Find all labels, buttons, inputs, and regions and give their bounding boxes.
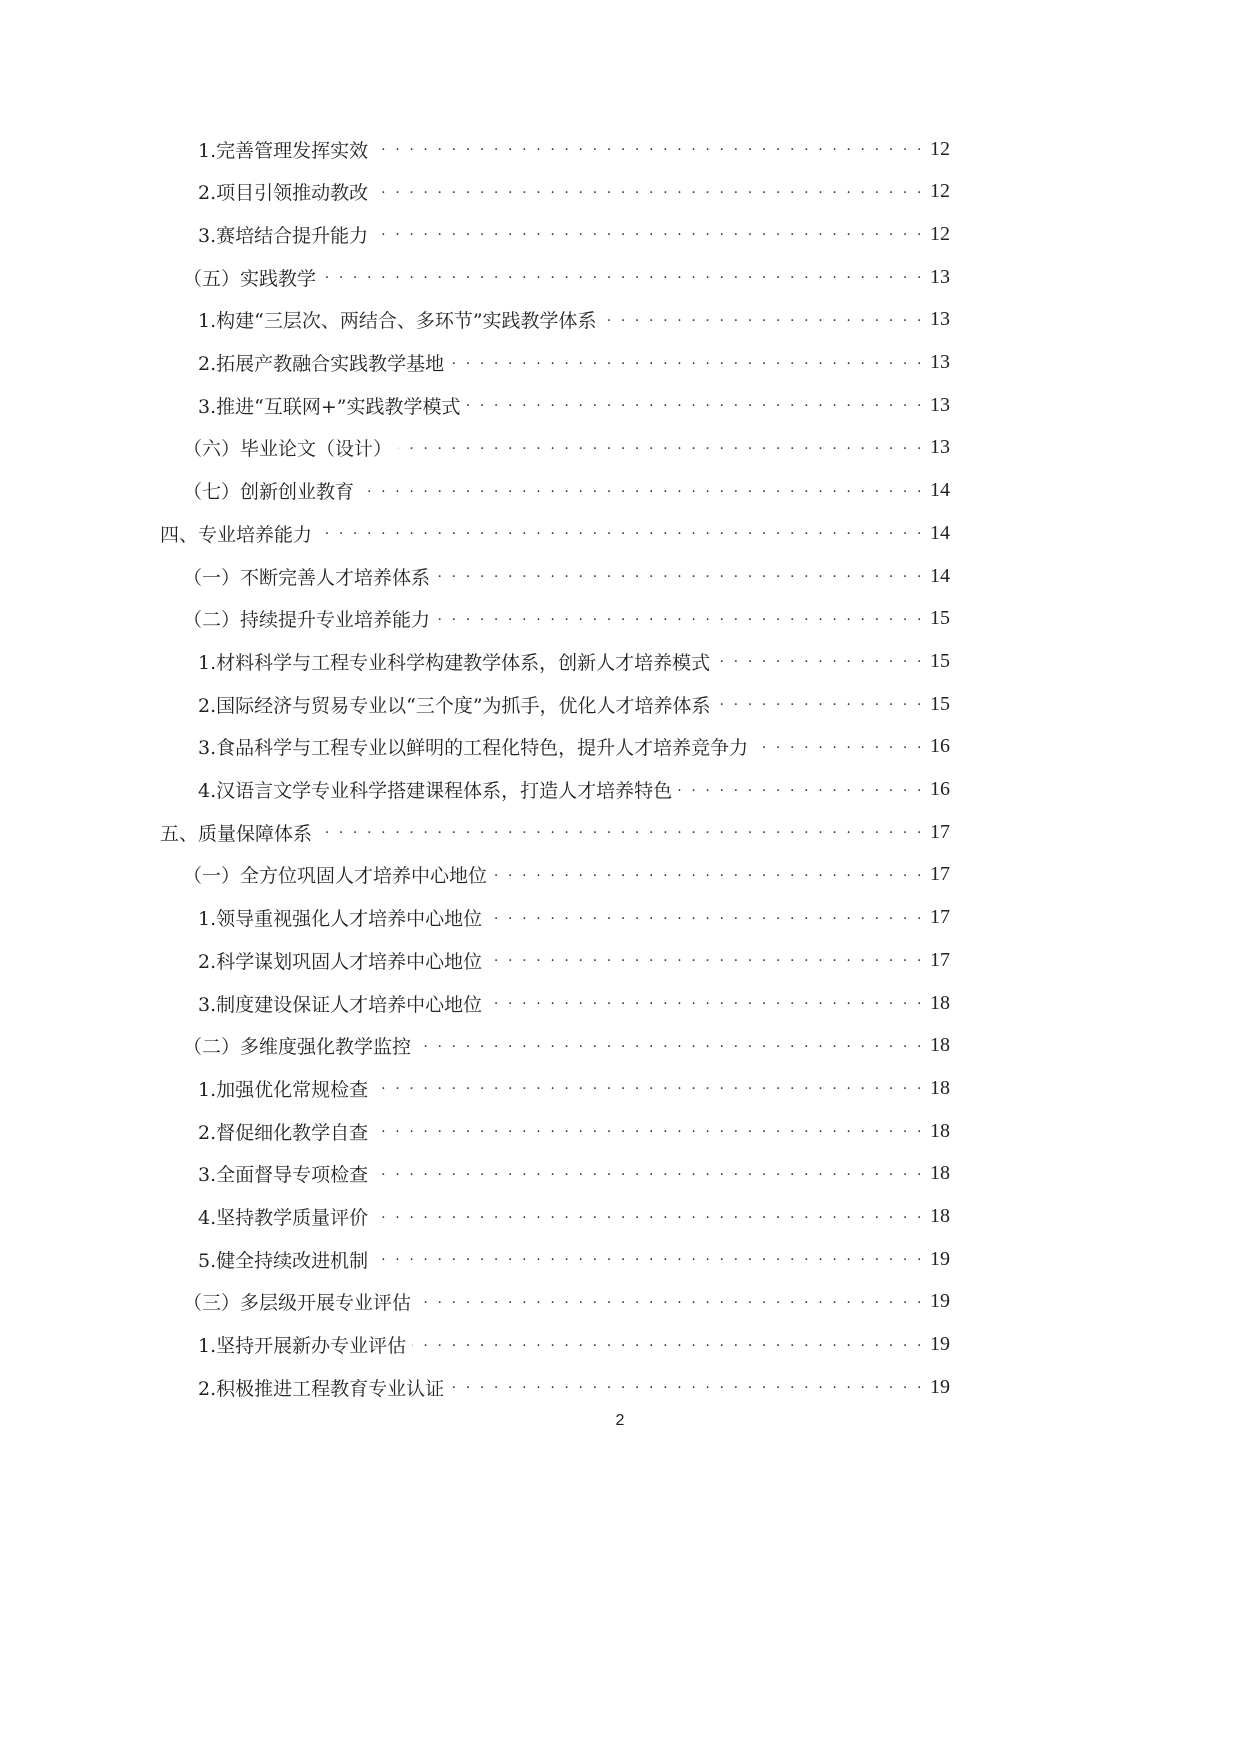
toc-entry-page: 19 <box>930 1290 950 1313</box>
toc-entry-page: 12 <box>930 222 950 245</box>
toc-entry[interactable] <box>198 171 950 213</box>
toc-entry[interactable] <box>198 1196 950 1238</box>
dot-leader <box>374 181 924 203</box>
toc-entry-page: 18 <box>930 1034 950 1057</box>
dot-leader <box>374 1248 924 1270</box>
dot-leader <box>493 864 924 886</box>
toc-entry-page: 17 <box>930 820 950 843</box>
toc-entry-label: （三）多层级开展专业评估 <box>183 1292 412 1315</box>
toc-entry[interactable] <box>183 470 950 512</box>
toc-entry-page: 19 <box>930 1333 950 1356</box>
toc-entry[interactable] <box>198 342 950 384</box>
page-number-footer: 2 <box>615 1412 625 1429</box>
dot-leader <box>374 1077 924 1099</box>
toc-entry[interactable] <box>198 1324 950 1366</box>
toc-entry[interactable] <box>183 854 950 896</box>
toc-entry[interactable] <box>198 769 950 811</box>
dot-leader <box>374 1206 924 1228</box>
toc-entry-label: （一）全方位巩固人才培养中心地位 <box>183 865 488 888</box>
toc-entry-label: 3.推进“互联网+”实践教学模式 <box>198 395 461 418</box>
toc-entry-page: 13 <box>930 265 950 288</box>
toc-entry[interactable] <box>183 256 950 298</box>
dot-leader <box>716 650 924 672</box>
toc-entry[interactable] <box>198 384 950 426</box>
toc-entry[interactable] <box>198 128 950 170</box>
toc-entry[interactable] <box>198 640 950 682</box>
toc-entry-label: 1.加强优化常规检查 <box>198 1078 369 1101</box>
dot-leader <box>466 394 924 416</box>
toc-entry-label: 5.健全持续改进机制 <box>198 1249 369 1272</box>
toc-entry-label: 1.构建“三层次、两结合、多环节”实践教学体系 <box>198 310 597 333</box>
dot-leader <box>436 608 924 630</box>
dot-leader <box>450 352 924 374</box>
dot-leader <box>322 266 924 288</box>
toc-entry[interactable] <box>198 1067 950 1109</box>
toc-entry-page: 14 <box>930 521 950 544</box>
toc-entry[interactable] <box>160 811 950 853</box>
toc-entry-page: 17 <box>930 948 950 971</box>
toc-entry-label: （六）毕业论文（设计） <box>183 438 393 461</box>
toc-entry[interactable] <box>198 1238 950 1280</box>
toc-entry-page: 12 <box>930 137 950 160</box>
toc-entry[interactable] <box>198 1366 950 1408</box>
toc-entry[interactable] <box>183 598 950 640</box>
dot-leader <box>436 565 924 587</box>
toc-entry-label: 2.积极推进工程教育专业认证 <box>198 1377 445 1400</box>
toc-entry[interactable] <box>198 683 950 725</box>
toc-entry-label: （五）实践教学 <box>183 267 317 290</box>
toc-entry[interactable] <box>198 213 950 255</box>
dot-leader <box>488 949 924 971</box>
toc-entry-label: 1.完善管理发挥实效 <box>198 139 369 162</box>
toc-entry-page: 15 <box>930 607 950 630</box>
dot-leader <box>488 907 924 929</box>
dot-leader <box>398 437 924 459</box>
toc-entry-label: 4.汉语言文学专业科学搭建课程体系，打造人才培养特色 <box>198 780 673 802</box>
toc-entry-label: 1.坚持开展新办专业评估 <box>198 1335 407 1358</box>
toc-entry-label: 四、专业培养能力 <box>160 523 313 546</box>
toc-entry[interactable] <box>198 1110 950 1152</box>
toc-entry-label: （一）不断完善人才培养体系 <box>183 566 431 589</box>
toc-entry-page: 18 <box>930 1162 950 1185</box>
toc-entry[interactable] <box>198 726 950 768</box>
toc-entry-page: 19 <box>930 1375 950 1398</box>
toc-entry[interactable] <box>183 555 950 597</box>
toc-entry-page: 17 <box>930 906 950 929</box>
dot-leader <box>318 821 924 843</box>
toc-entry[interactable] <box>183 427 950 469</box>
dot-leader <box>603 309 924 331</box>
toc-entry-page: 13 <box>930 436 950 459</box>
dot-leader <box>374 138 924 160</box>
dot-leader <box>374 1163 924 1185</box>
dot-leader <box>754 736 924 758</box>
toc-entry-page: 18 <box>930 991 950 1014</box>
dot-leader <box>417 1291 924 1313</box>
dot-leader <box>417 1035 924 1057</box>
dot-leader <box>412 1334 924 1356</box>
toc-entry-page: 14 <box>930 479 950 502</box>
toc-entry[interactable] <box>160 512 950 554</box>
toc-entry[interactable] <box>198 939 950 981</box>
toc-entry-label: 3.赛培结合提升能力 <box>198 224 369 247</box>
dot-leader <box>450 1376 924 1398</box>
dot-leader <box>318 522 924 544</box>
toc-entry-page: 13 <box>930 393 950 416</box>
toc-entry-page: 13 <box>930 308 950 331</box>
dot-leader <box>678 779 924 801</box>
toc-entry-label: 2.拓展产教融合实践教学基地 <box>198 353 445 375</box>
toc-entry-label: （二）持续提升专业培养能力 <box>183 609 431 632</box>
dot-leader <box>360 480 924 502</box>
toc-entry[interactable] <box>183 1025 950 1067</box>
dot-leader <box>717 693 924 715</box>
dot-leader <box>374 1120 924 1142</box>
toc-entry-page: 18 <box>930 1076 950 1099</box>
toc-entry-page: 14 <box>930 564 950 587</box>
toc-entry-label: 2.项目引领推动教改 <box>198 182 369 205</box>
toc-entry-label: （七）创新创业教育 <box>183 481 355 504</box>
toc-entry-label: 2.国际经济与贸易专业以“三个度”为抓手，优化人才培养体系 <box>198 694 711 717</box>
toc-entry[interactable] <box>198 897 950 939</box>
toc-entry-page: 19 <box>930 1247 950 1270</box>
toc-entry-label: 2.督促细化教学自查 <box>198 1121 369 1144</box>
toc-entry-label: 3.全面督导专项检查 <box>198 1164 369 1187</box>
toc-entry-label: 3.食品科学与工程专业以鲜明的工程化特色，提升人才培养竞争力 <box>198 737 749 760</box>
toc-entry-page: 16 <box>930 735 950 758</box>
toc-entry-page: 15 <box>930 692 950 715</box>
toc-entry-page: 18 <box>930 1119 950 1142</box>
toc-entry-label: 1.领导重视强化人才培养中心地位 <box>198 908 483 931</box>
toc-entry-page: 18 <box>930 1205 950 1227</box>
toc-entry[interactable] <box>198 1153 950 1195</box>
toc-entry-label: 2.科学谋划巩固人才培养中心地位 <box>198 950 483 973</box>
toc-entry-label: 3.制度建设保证人才培养中心地位 <box>198 993 483 1016</box>
toc-entry-page: 13 <box>930 351 950 373</box>
toc-entry-page: 12 <box>930 180 950 203</box>
toc-entry-page: 16 <box>930 778 950 800</box>
dot-leader <box>374 223 924 245</box>
toc-entry-label: （二）多维度强化教学监控 <box>183 1036 412 1059</box>
dot-leader <box>488 992 924 1014</box>
toc-entry-label: 五、质量保障体系 <box>160 822 313 845</box>
toc-entry-label: 4.坚持教学质量评价 <box>198 1207 369 1229</box>
toc-entry-page: 17 <box>930 863 950 886</box>
toc-entry-page: 15 <box>930 649 950 672</box>
toc-entry[interactable] <box>183 1281 950 1323</box>
toc-entry[interactable] <box>198 299 950 341</box>
toc-entry[interactable] <box>198 982 950 1024</box>
toc-entry-label: 1.材料科学与工程专业科学构建教学体系，创新人才培养模式 <box>198 651 711 674</box>
